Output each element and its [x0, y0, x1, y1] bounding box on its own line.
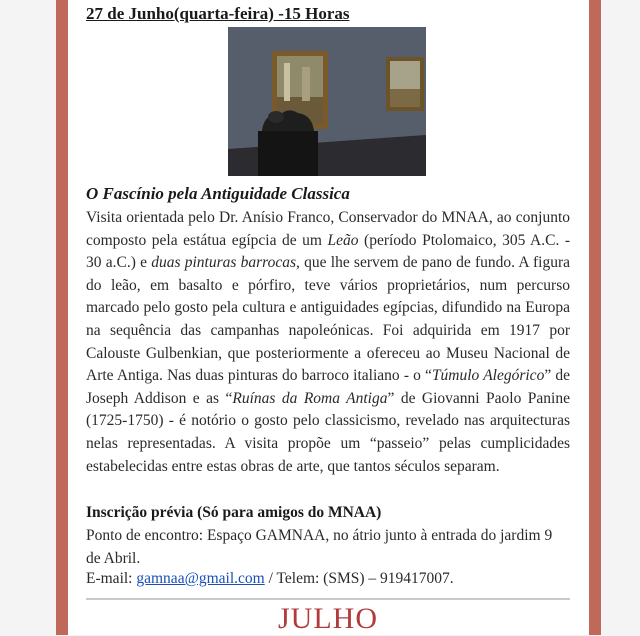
month-heading: JULHO [278, 602, 378, 635]
description-part: , que lhe servem de pano de fundo. A figura do leão, em basalto e pórfiro, teve vários proprietários, num percurso marcado pelo gosto pela cultura e antiguidades egípcias, difundido na Europa na sequência das campanhas napoleónicas. Foi adquirida em 1917 por Calouste Gulbenkian, que posteriormente a ofereceu ao Museu Nacional de Arte Antiga. Nas duas pinturas do barroco italiano - o “ [86, 254, 571, 385]
event-title: O Fascínio pela Antiguidade Classica [86, 184, 350, 203]
contact-line [86, 570, 454, 588]
description-part: ” de Joseph Addison e as “ [86, 367, 571, 407]
email-link[interactable]: gamnaa@gmail.com [136, 570, 265, 587]
registration-notice: Inscrição prévia (Só para amigos do MNAA) [86, 504, 382, 521]
section-divider [86, 598, 570, 600]
museum-gallery-photo [228, 27, 426, 176]
phone-info: / Telem: (SMS) – 919417007. [264, 570, 454, 587]
event-description [86, 207, 570, 478]
email-label: E-mail: [86, 570, 137, 587]
meeting-point: Ponto de encontro: Espaço GAMNAA, no átrio junto à entrada do jardim 9 de Abril. [86, 527, 553, 567]
description-emphasis: duas pinturas barrocas [151, 254, 297, 272]
description-emphasis: Leão [327, 231, 359, 249]
description-part: Visita orientada pelo Dr. Anísio Franco, Conservador do MNAA, ao conjunto composto pela estátua egípcia de um [86, 209, 570, 249]
description-part: ” de Giovanni Paolo Panine (1725-1750) - é notório o gosto pelo classicismo, revelado nas arquitecturas nelas representadas. A visita propõe um “passeio” pelas cumplicidades estabelecidas entre estas obras de arte, que tantos séculos separam. [86, 389, 570, 475]
description-emphasis: Túmulo Alegórico [431, 367, 545, 385]
event-date: 27 de Junho(quarta-feira) -15 Horas [86, 4, 350, 23]
description-emphasis: Ruínas da Roma Antiga [232, 389, 388, 407]
description-part: (período Ptolomaico, 305 A.C. - 30 a.C.) e [86, 231, 571, 272]
